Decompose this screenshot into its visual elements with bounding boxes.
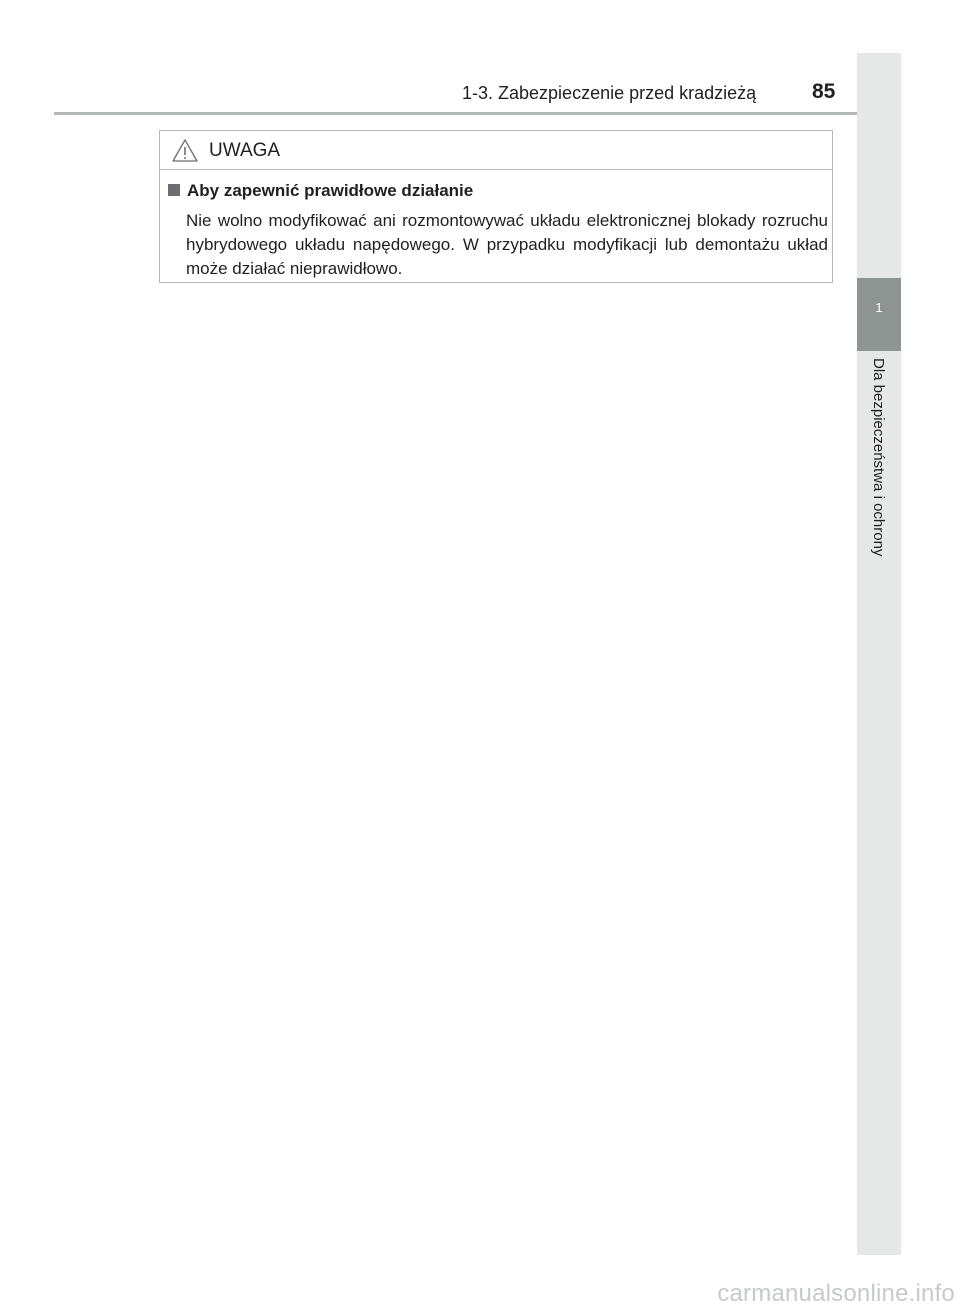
chapter-title-text: Dla bezpieczeństwa i ochrony [870, 358, 887, 557]
section-title: 1-3. Zabezpieczenie przed kradzieżą [462, 83, 757, 103]
page-number: 85 [812, 80, 836, 103]
header-divider [54, 112, 900, 115]
watermark: carmanualsonline.info [717, 1280, 955, 1307]
square-bullet-icon [168, 184, 180, 196]
chapter-number: 1 [875, 300, 883, 315]
warning-header [160, 131, 832, 170]
warning-triangle-icon [171, 138, 199, 163]
side-strip [857, 53, 901, 1255]
warning-box [159, 130, 833, 283]
warning-body: Nie wolno modyfikować ani rozmontowywać układu elektronicznej blokady rozruchu hybrydowego układu napędowego. W przypadku modyfikacji lub demontażu układ może działać nieprawidłowo. [186, 211, 828, 278]
warning-subheading [168, 181, 473, 201]
warning-subheading-text: Aby zapewnić prawidłowe działanie [187, 181, 474, 200]
warning-label: UWAGA [209, 140, 281, 161]
